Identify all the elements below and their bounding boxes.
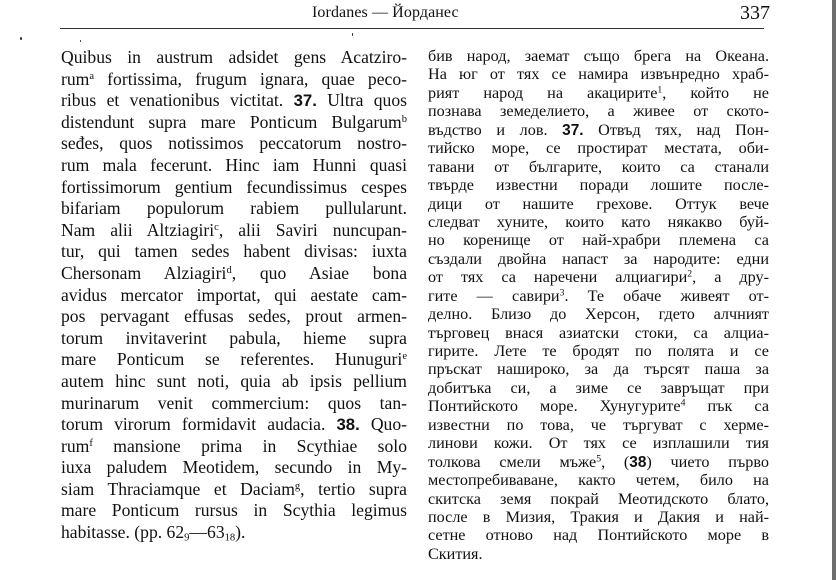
section-number: 37. [293, 91, 317, 111]
text-run: avidus mercator importat, qui aestate cam- [61, 284, 407, 305]
text-line [428, 158, 769, 176]
bulgarian-column [428, 47, 769, 563]
footnote-marker: 4 [680, 397, 686, 409]
footnote-marker: f [89, 437, 93, 449]
text-line [428, 287, 769, 305]
text-run: , quo Asiae bona [231, 262, 407, 283]
text-run: въдство и лов. [428, 120, 563, 139]
text-line [428, 102, 769, 120]
text-run: fortissima, frugum ignara, quae peco- [94, 68, 407, 89]
section-number: 37. [562, 121, 584, 139]
text-line [428, 471, 769, 489]
scan-speck [352, 33, 353, 36]
text-line [61, 177, 407, 199]
latin-column [61, 47, 407, 544]
text-line [428, 195, 769, 213]
text-line [428, 305, 769, 323]
text-run: Quibus in austrum adsidet gens Acatziro- [61, 47, 407, 67]
footnote-marker: 5 [596, 453, 602, 465]
text-line [428, 379, 769, 397]
text-run: гирите. Лете те бродят по полята и се [428, 342, 769, 360]
text-run: Chersonam Alziagiri [61, 262, 227, 283]
text-run: създали двойна напаст за народите: едни [428, 249, 769, 268]
text-line [61, 457, 407, 479]
text-run: рият народ на акацирите [428, 83, 658, 102]
text-line [61, 306, 407, 328]
text-line [61, 436, 407, 458]
text-run: , който не [662, 83, 769, 102]
footnote-marker: g [294, 481, 301, 493]
text-run: mansione prima in Scythiae solo [92, 435, 407, 456]
text-run: Отвъд тях, над Пон- [583, 120, 769, 139]
window-edge-bar [832, 0, 836, 580]
text-run: iuxa paludem Meotidem, secundo in My- [61, 457, 407, 478]
text-line [61, 414, 407, 436]
text-line [428, 490, 769, 508]
text-run: сетне отново над Понтийското море в [428, 526, 769, 545]
text-run: пък са [685, 397, 769, 416]
subscript: 18 [224, 532, 236, 544]
text-run: , tertio supra [300, 478, 407, 499]
text-line [428, 84, 769, 102]
text-run: от тях са наречени алциагири [428, 268, 688, 287]
text-line [428, 434, 769, 452]
text-run: пръскат нашироко, за да търсят паша за [428, 360, 769, 379]
text-line [428, 360, 769, 378]
text-run: тийско море, се простират местата, оби- [428, 139, 769, 158]
text-run: —63 [189, 522, 225, 543]
text-run: mare Ponticum rursus in Scythia legimus [61, 500, 407, 521]
text-run: torum virorum formidavit audacia. [61, 414, 337, 435]
text-line [428, 545, 769, 563]
text-line [61, 47, 407, 69]
text-line [428, 453, 769, 471]
text-run: rum [61, 68, 90, 89]
text-run: murinarum venit commercium: quos tan- [61, 392, 407, 413]
text-run: ribus et venationibus victitat. [61, 90, 294, 111]
text-run: линови кожи. От тях се изплашили тия [428, 434, 769, 453]
text-line [428, 416, 769, 434]
text-run: autem hinc sunt noti, quia ab ipsis pellium [61, 370, 407, 391]
text-line [428, 508, 769, 526]
text-line [428, 268, 769, 286]
text-line [61, 328, 407, 350]
footnote-marker: a [89, 70, 95, 82]
text-line [428, 213, 769, 231]
text-run: siam Thraciamque et Daciam [61, 478, 295, 499]
text-line [428, 65, 769, 83]
text-run: , ( [601, 452, 630, 471]
footnote-marker: b [401, 113, 407, 125]
text-run: но коренище от най-храбри племена са [428, 231, 769, 250]
text-line [428, 47, 769, 65]
text-run: Скития. [428, 544, 483, 563]
text-run: На юг от тях се намира извънредно храб- [428, 65, 769, 84]
text-run: mare Ponticum se referentes. Hunuguri [61, 349, 403, 370]
text-line [61, 198, 407, 220]
subscript: 9 [184, 532, 190, 544]
text-line [428, 526, 769, 544]
text-run: Понтийското море. Хунугурите [428, 397, 681, 416]
text-run: rum [61, 435, 90, 456]
text-run: ). [235, 522, 246, 543]
text-line [61, 155, 407, 177]
running-head: Iordanes — Йорданес [312, 4, 459, 21]
footnote-marker: 2 [687, 268, 693, 280]
text-run: познава земеделието, а живее от ското- [428, 102, 769, 121]
text-run: habitasse. (pp. 62 [61, 522, 185, 543]
text-run: бив народ, заемат също брега на Океана. [428, 47, 769, 65]
text-line [61, 112, 407, 134]
text-line [428, 139, 769, 157]
text-line [61, 241, 407, 263]
text-run: следват хуните, които като някакво буй- [428, 212, 769, 231]
text-run: , а дру- [692, 268, 769, 287]
text-line [61, 371, 407, 393]
text-run: делно. Близо до Херсон, гдето алчният [428, 305, 769, 324]
scan-speck [80, 40, 81, 42]
text-run: rum mala fecerunt. Hinc iam Hunni quasi [61, 154, 407, 175]
text-run: , alii Saviri nuncupan- [218, 219, 407, 240]
text-run: тавани от българите, които са станали [428, 157, 769, 176]
text-run: Quo- [359, 414, 407, 435]
text-run: pos pervagant effusas sedes, prout armen- [61, 306, 407, 327]
text-line [428, 176, 769, 194]
text-run: дици от нашите грехове. Оттук вече [428, 194, 769, 213]
header-rule [60, 28, 764, 29]
text-run: seđes, quos notissimos peccatorum nostro- [61, 133, 407, 154]
text-line [61, 479, 407, 501]
text-run: търговец внася азиатски стоки, са алциа- [428, 323, 769, 342]
text-line [428, 250, 769, 268]
text-line [428, 342, 769, 360]
section-number: 38 [629, 453, 647, 471]
text-line [428, 324, 769, 342]
text-line [61, 220, 407, 242]
text-line [428, 121, 769, 139]
text-line [61, 133, 407, 155]
text-run: fortissimorum gentium fecundissimus cespes [61, 176, 407, 197]
text-line [61, 393, 407, 415]
text-line [428, 397, 769, 415]
text-run: твърде известни поради лошите после- [428, 176, 769, 195]
text-run: после в Мизия, Тракия и Дакия и най- [428, 507, 769, 526]
scan-speck [20, 37, 22, 40]
footnote-marker: 3 [559, 287, 565, 299]
text-run: torum invitaverint pabula, hieme supra [61, 327, 407, 348]
text-run: . Те обаче живеят от- [564, 286, 769, 305]
text-run: скитска земя покрай Меотидското блато, [428, 489, 769, 508]
footnote-marker: d [226, 265, 232, 277]
footnote-marker: e [402, 351, 407, 363]
footnote-marker: 1 [657, 84, 663, 96]
text-line [428, 231, 769, 249]
text-line [61, 500, 407, 522]
text-run: bifariam populorum rabiem pullularunt. [61, 198, 407, 219]
text-run: добитъка си, а зиме се завръщат при [428, 378, 769, 397]
text-run: толкова смели мъже [428, 452, 597, 471]
section-number: 38. [336, 415, 360, 435]
footnote-marker: c [214, 221, 219, 233]
text-run: ) чието първо [646, 452, 769, 471]
text-run: Ultra quos [316, 90, 407, 111]
text-run: гите — савири [428, 286, 560, 305]
text-line [61, 69, 407, 91]
text-line [61, 285, 407, 307]
text-line [61, 263, 407, 285]
text-line [61, 349, 407, 371]
text-run: известни по това, че търгуват с херме- [428, 415, 769, 434]
text-line [61, 90, 407, 112]
text-run: местопребиваване, както четем, било на [428, 471, 769, 490]
text-run: Nam alii Altziagiri [61, 219, 215, 240]
page-number: 337 [740, 2, 770, 24]
text-run: distendunt supra mare Ponticum Bulgarum [61, 111, 402, 132]
text-run: tur, qui tamen sedes habent divisas: iuxta [61, 241, 407, 262]
text-line [61, 522, 407, 544]
